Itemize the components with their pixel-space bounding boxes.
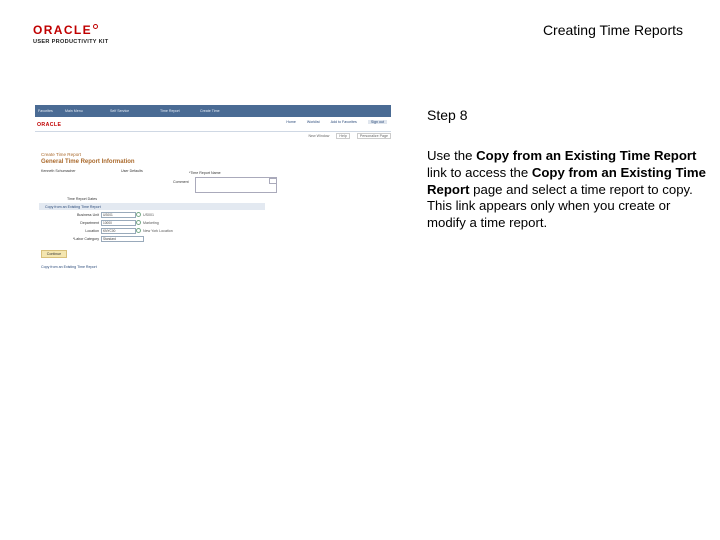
oracle-upk-logo (33, 24, 125, 48)
thumb-menu-item: Create Time (200, 109, 220, 113)
thumb-field-desc: Marketing (143, 221, 159, 225)
thumb-page-title-small: Create Time Report (41, 152, 82, 157)
thumb-menu-item: Time Report (160, 109, 180, 113)
thumb-oracle-logo: ORACLE (37, 122, 62, 128)
thumb-new-window: New Window (308, 134, 330, 138)
thumb-copy-link-bar-text: Copy from an Existing Time Report (45, 205, 101, 209)
thumb-field-input: KNYC00 (101, 228, 136, 234)
document-title: Creating Time Reports (542, 22, 683, 38)
thumb-field-desc: New York Location (143, 229, 173, 233)
thumb-employee-name: Kenneth Schumacher (41, 169, 76, 173)
thumb-copy-link: Copy from an Existing Time Report (41, 265, 97, 269)
thumb-comment-box (195, 177, 277, 193)
search-icon (136, 220, 141, 225)
thumb-field-desc: US001 (143, 213, 154, 217)
screenshot-thumbnail (35, 105, 391, 275)
instruction-text: page and select a time report to copy. This link appears only when you create or modify a time report. (427, 181, 693, 231)
bold-term: Copy from an Existing Time Report (427, 164, 706, 197)
logo-brand: ORACLE (33, 24, 125, 36)
thumb-field-label: Location (85, 229, 99, 233)
thumb-menu-bar (35, 105, 391, 117)
thumb-link-home: Home (286, 120, 296, 124)
logo-subtitle: USER PRODUCTIVITY KIT (33, 39, 109, 45)
thumb-field-input: US001 (101, 212, 136, 218)
thumb-menu-item: Favorites (38, 109, 53, 113)
thumb-page-title: General Time Report Information (41, 159, 135, 165)
step-number: Step 8 (427, 107, 468, 123)
thumb-user-defaults: User Defaults (121, 169, 143, 173)
instruction-text: Use the (427, 148, 477, 163)
thumb-comment-label: Comment (173, 180, 189, 184)
thumb-field-input: 10000 (101, 220, 136, 226)
thumb-dates-label: Time Report Dates (67, 197, 98, 201)
thumb-page-bar (302, 133, 391, 139)
thumb-menu-item: Self Service (110, 109, 130, 113)
search-icon (136, 212, 141, 217)
thumb-report-name-label: *Time Report Name (189, 171, 221, 175)
step-instructions (427, 148, 709, 232)
search-icon (136, 228, 141, 233)
thumb-menu-item: Main Menu (65, 109, 83, 113)
thumb-help: Help (336, 133, 349, 139)
thumb-link-signout: Sign out (368, 120, 387, 124)
thumb-field-label: Business Unit (77, 213, 99, 217)
thumb-comment-button (269, 178, 277, 184)
thumb-continue-button: Continue (41, 250, 67, 258)
instruction-text: link to access the (427, 164, 532, 180)
thumb-brand-bar (35, 117, 391, 132)
thumb-link-favorites: Add to Favorites (330, 120, 357, 124)
thumb-field-select: Standard (101, 236, 144, 242)
bold-term: Copy from an Existing Time Report (476, 148, 697, 163)
thumb-copy-link-bar (39, 203, 265, 210)
thumb-field-label: Department (80, 221, 99, 225)
thumb-link-worklist: Worklist (306, 120, 320, 124)
thumb-field-label: *Labor Category (72, 237, 99, 241)
thumb-personalize: Personalize Page (357, 133, 391, 139)
